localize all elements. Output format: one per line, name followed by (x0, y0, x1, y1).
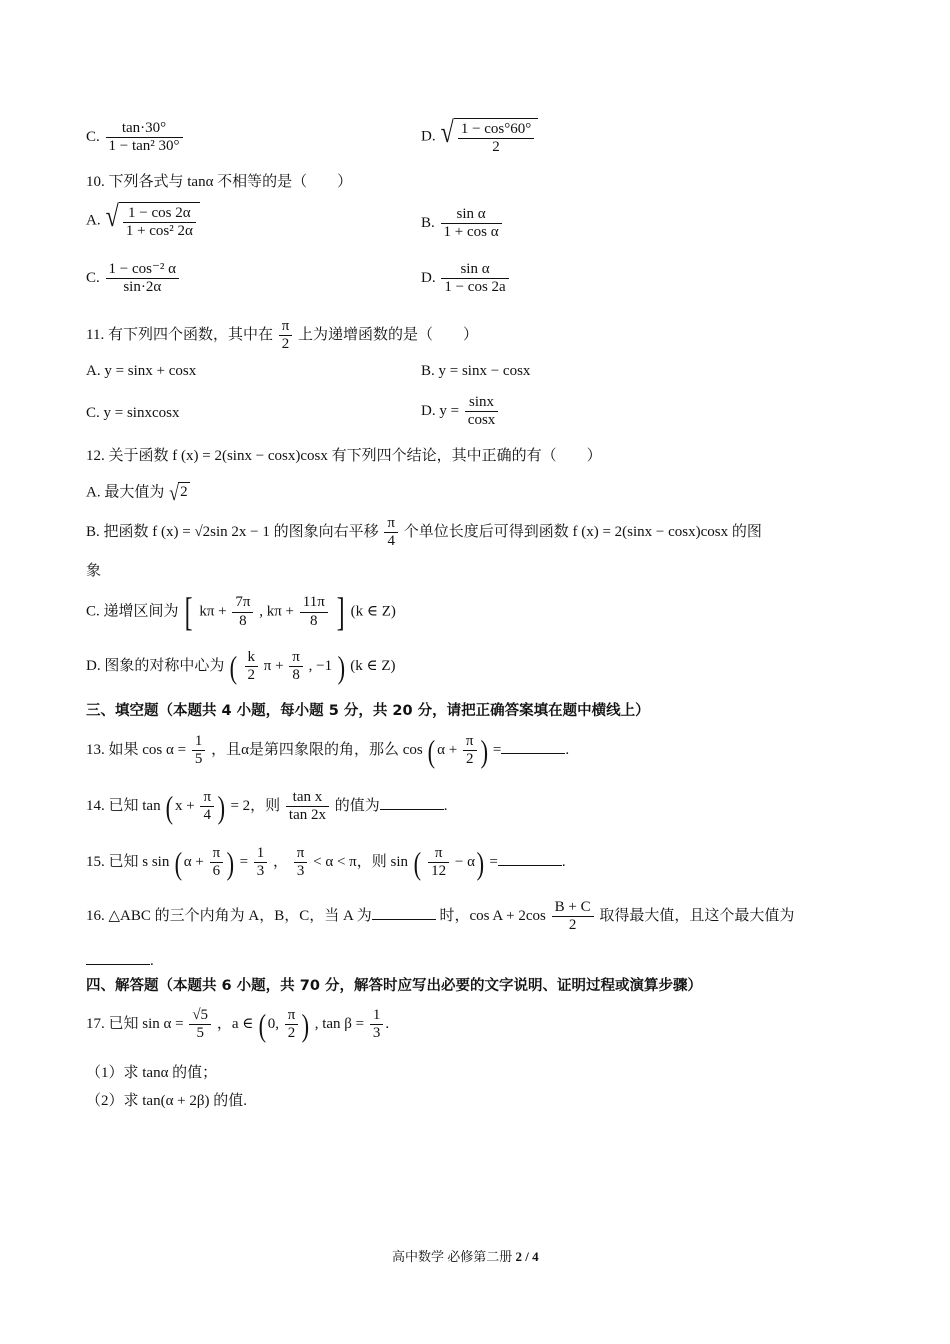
q16-answer-blank: . (86, 950, 154, 969)
q12-option-c: C. 递增区间为 [ kπ + $\frac{7\pi}{8}$ , kπ + $\frac{11\pi}{8}$ ] (k ∈ Z) (86, 589, 396, 634)
q11-option-b: B. y = sinx − cosx (421, 363, 531, 379)
q9-option-d (421, 118, 538, 157)
q12-option-b-wrap: 象 (86, 563, 102, 579)
q12-option-b: B. 把函数 f (x) = √2sin 2x − 1 的图象向右平移 $\frac{\pi}{4}$ 个单位长度后可得到函数 f (x) = 2(sinx − cosx)cosx 的图 (86, 515, 762, 550)
option-label: C. (86, 129, 100, 146)
q11-option-d: D. y = $\frac{\sin x}{\cos x}$ (421, 394, 500, 430)
q10-stem: 10. 下列各式与 tanα 不相等的是（ ） (86, 174, 353, 190)
q12-option-d: D. 图象的对称中心为 ( $\frac{k}{2}$ π + $\frac{\pi}{8}$ , −1 ) (k ∈ Z) (86, 648, 396, 685)
q11-stem: 11. 有下列四个函数，其中在 $\frac{\pi}{2}$ 上为递增函数的是（ ） (86, 318, 479, 353)
q10-option-c: C. $\frac{\text{1 − cos⁻² α}}{\sin\cdot 2\alpha}$ (86, 261, 181, 297)
q17: 17. 已知 sin α = $\frac{√5}{5}$ ，a ∈ ( 0, $\frac{\pi}{2}$ ) , tan β = $\frac{1}{3}$ . (86, 1006, 390, 1043)
q10-option-b: B. $\frac{\text{sin α}}{\text{1 + cos α}}$ (421, 206, 504, 242)
q10-option-a: A. √ $\frac{1 - \cos 2\alpha}{\text{1 + cos² 2α}}$ (86, 202, 200, 241)
option-label: D. (421, 128, 436, 145)
answer-blank (501, 739, 565, 754)
answer-blank (86, 950, 150, 965)
section-4-heading: 四、解答题（本题共 6 小题，共 70 分，解答时应写出必要的文字说明、证明过程或演算步骤） (86, 978, 702, 994)
q13: 13. 如果 cos α = $\frac{1}{5}$ ，且α是第四象限的角，那么 cos ( α + $\frac{\pi}{2}$ ) = . (86, 732, 570, 769)
q9-option-c (86, 120, 185, 156)
answer-blank (380, 795, 444, 810)
fraction: $\frac{\tan\cdot 30^\circ}{\text{1 − tan² 30°}}$ (106, 120, 183, 156)
section-3-heading: 三、填空题（本题共 4 小题，每小题 5 分，共 20 分，请把正确答案填在题中横线上） (86, 703, 650, 719)
answer-blank (498, 851, 562, 866)
q15: 15. 已知 s sin ( α + $\frac{\pi}{6}$ ) = $\frac{1}{3}$ ， $\frac{\pi}{3}$ < α < π，则 sin ( $\frac{\pi}{12}$ − α) = . (86, 844, 566, 881)
answer-blank (372, 905, 436, 920)
sqrt: √ $\frac{1 - \cos 2\alpha}{\text{1 + cos² 2α}}$ (104, 202, 200, 241)
q12-stem: 12. 关于函数 f (x) = 2(sinx − cosx)cosx 有下列四个结论，其中正确的有（ ） (86, 448, 602, 464)
q14: 14. 已知 tan ( x + $\frac{\pi}{4}$ ) = 2，则 $\frac{\text{tan x}}{\tan 2x}$ 的值为 . (86, 788, 448, 825)
q12-option-a: A. 最大值为 √ 2 (86, 480, 188, 505)
q17-part-1: （1）求 tanα 的值； (86, 1065, 218, 1081)
footer-subject: 高中数学 必修第二册 (392, 1249, 513, 1264)
q10-option-d: D. $\frac{\text{sin α}}{1 - \cos 2a}$ (421, 261, 511, 297)
sqrt: √ $\frac{1 - \cos^\circ 60^\circ}{2}$ (439, 118, 538, 157)
q16: 16. △ABC 的三个内角为 A，B，C，当 A 为 时，cos A + 2cos $\frac{B + C}{2}$ 取得最大值，且这个最大值为 (86, 899, 795, 934)
q17-part-2: （2）求 tan(α + 2β) 的值. (86, 1093, 248, 1109)
q11-option-a: A. y = sinx + cosx (86, 363, 197, 379)
q11-option-c: C. y = sinxcosx (86, 405, 180, 421)
page-footer (392, 1250, 539, 1263)
page-number: 2 / 4 (515, 1249, 539, 1264)
